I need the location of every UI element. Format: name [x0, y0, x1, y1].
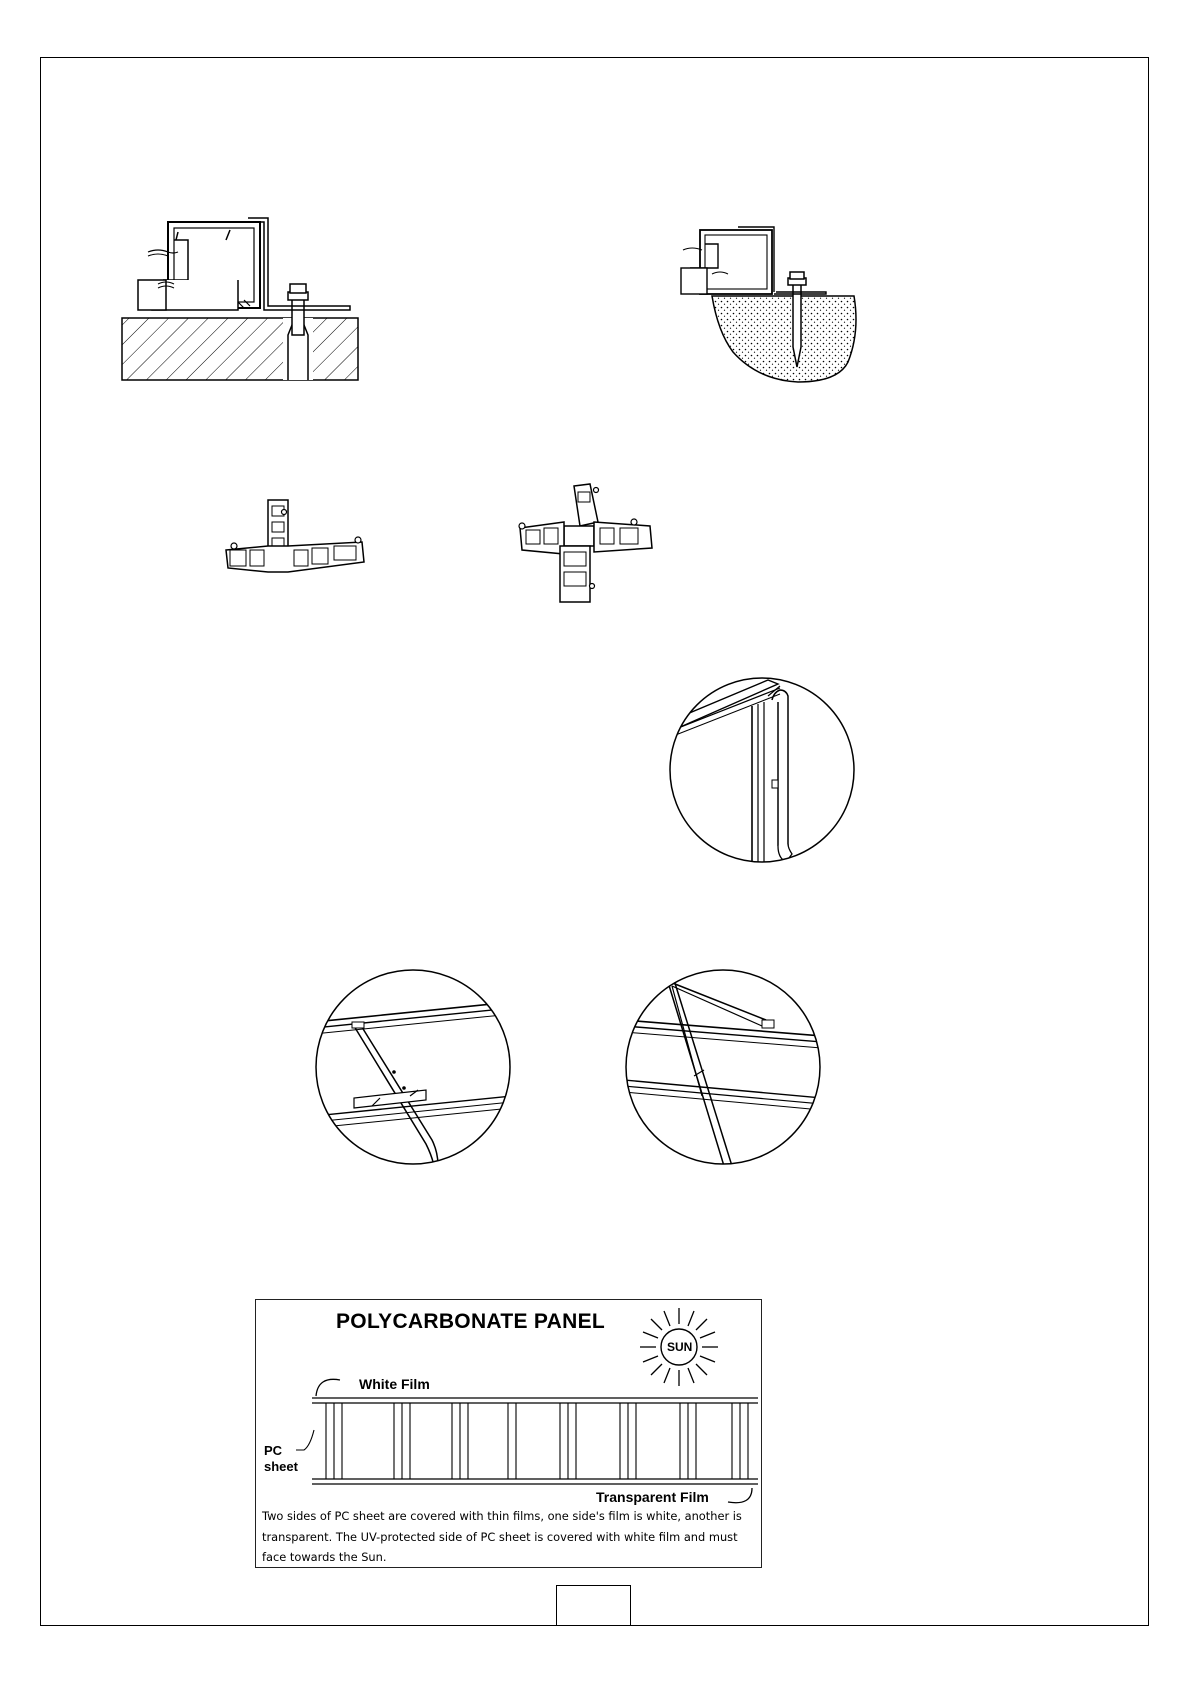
panel-title: POLYCARBONATE PANEL: [336, 1310, 605, 1333]
vent-arm-detail-right: [624, 968, 822, 1166]
pc-sheet-cross-section: [312, 1396, 758, 1491]
concrete-anchor-diagram: [118, 210, 363, 385]
page-number-box: [556, 1585, 631, 1626]
white-film-label: White Film: [359, 1376, 430, 1392]
pc-sheet-leader-line: [296, 1426, 316, 1461]
cross-connector-diagram: [516, 482, 656, 607]
transparent-film-label: Transparent Film: [596, 1489, 709, 1505]
panel-description: Two sides of PC sheet are covered with thin films, one side's film is white, another is transparent. The UV-protected side of PC sheet is covered with white film and must face towards the Sun.: [262, 1509, 742, 1564]
pc-sheet-label: PC sheet: [264, 1443, 298, 1474]
downpipe-detail-circle: [668, 676, 856, 864]
sun-label: SUN: [667, 1340, 693, 1354]
t-connector-diagram: [222, 498, 367, 583]
vent-arm-detail-left: [314, 968, 512, 1166]
polycarbonate-panel-box: [255, 1299, 762, 1568]
soil-anchor-diagram: [678, 222, 863, 387]
